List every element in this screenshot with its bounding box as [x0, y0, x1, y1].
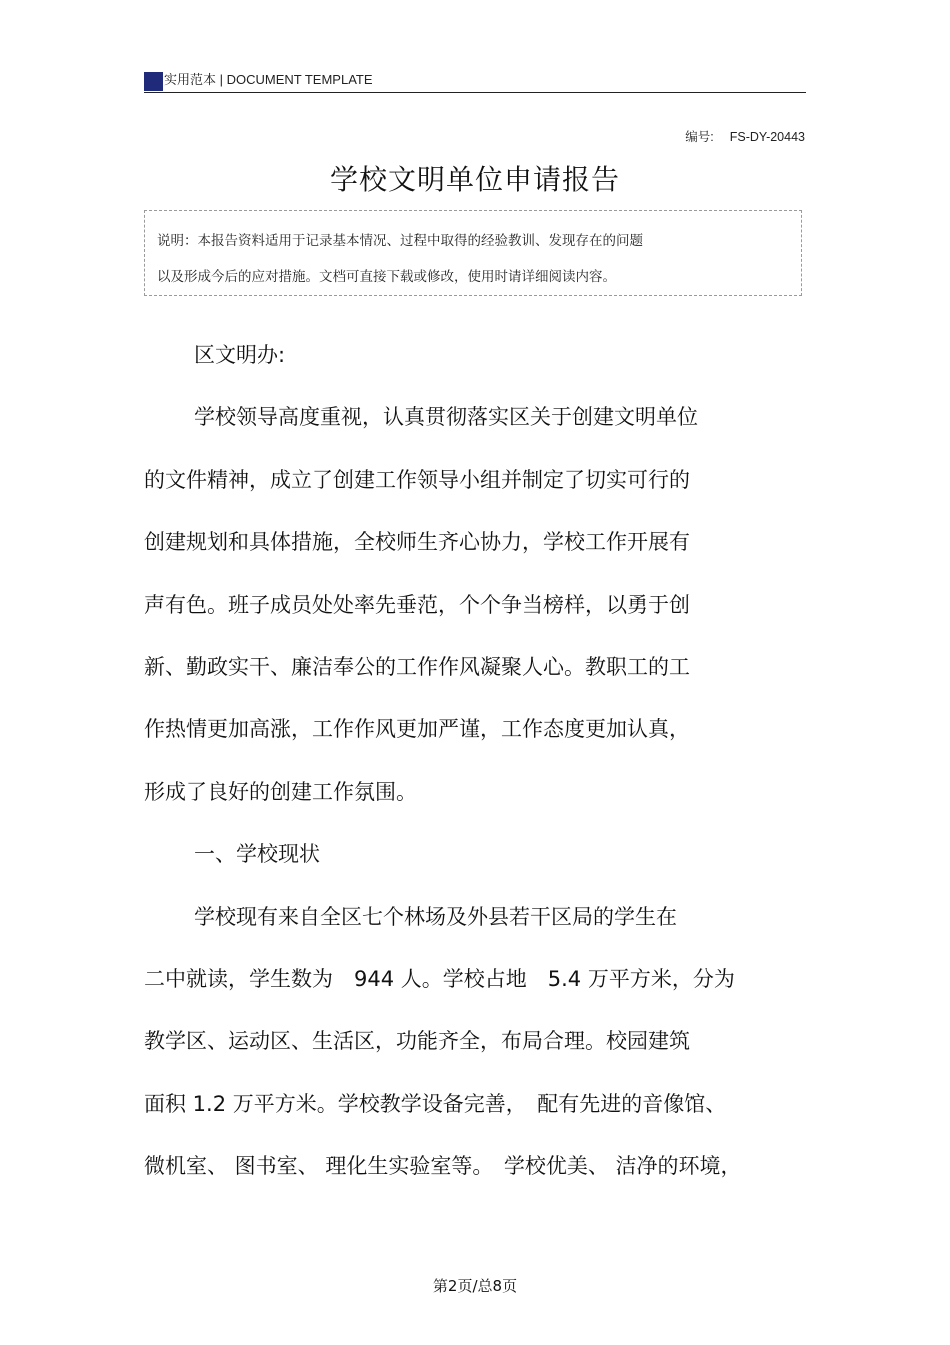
- header-text: 实用范本 | DOCUMENT TEMPLATE: [164, 72, 373, 87]
- body-line: 教学区、运动区、生活区，功能齐全，布局合理。校园建筑: [144, 1029, 690, 1054]
- body-line: 学校现有来自全区七个林场及外县若干区局的学生在: [194, 904, 677, 929]
- section-heading: 一、学校现状: [194, 842, 320, 867]
- body-line: 声有色。班子成员处处率先垂范，个个争当榜样，以勇于创: [144, 592, 690, 617]
- body-line: 新、勤政实干、廉洁奉公的工作作风凝聚人心。教职工的工: [144, 654, 690, 679]
- description-line-2: 以及形成今后的应对措施。文档可直接下载或修改，使用时请详细阅读内容。: [157, 269, 616, 285]
- body-line: 学校领导高度重视，认真贯彻落实区关于创建文明单位: [194, 405, 698, 430]
- body-line: 创建规划和具体措施，全校师生齐心协力，学校工作开展有: [144, 530, 690, 555]
- document-number-label: 编号:: [685, 130, 714, 144]
- body-line: 微机室、 图书室、 理化生实验室等。 学校优美、 洁净的环境，: [144, 1154, 742, 1179]
- description-box: [144, 210, 802, 296]
- body-line: 作热情更加高涨，工作作风更加严谨，工作态度更加认真，: [144, 717, 690, 742]
- description-line-1: 说明：本报告资料适用于记录基本情况、过程中取得的经验教训、发现存在的问题: [157, 233, 643, 249]
- body-line: 面积 1.2 万平方米。学校教学设备完善， 配有先进的音像馆、: [144, 1091, 727, 1116]
- document-number: [685, 127, 805, 145]
- brand-logo-box: [144, 72, 163, 91]
- page-footer: 第2页/总8页: [432, 1277, 518, 1295]
- salutation: 区文明办:: [194, 343, 286, 367]
- body-line: 二中就读，学生数为 944 人。学校占地 5.4 万平方米，分为: [144, 966, 735, 991]
- document-title: 学校文明单位申请报告: [329, 163, 620, 196]
- body-line: 的文件精神，成立了创建工作领导小组并制定了切实可行的: [144, 467, 690, 492]
- document-header: [144, 70, 806, 93]
- document-body: [144, 330, 804, 1203]
- body-line: 形成了良好的创建工作氛围。: [144, 779, 417, 804]
- document-number-value: FS-DY-20443: [729, 130, 805, 144]
